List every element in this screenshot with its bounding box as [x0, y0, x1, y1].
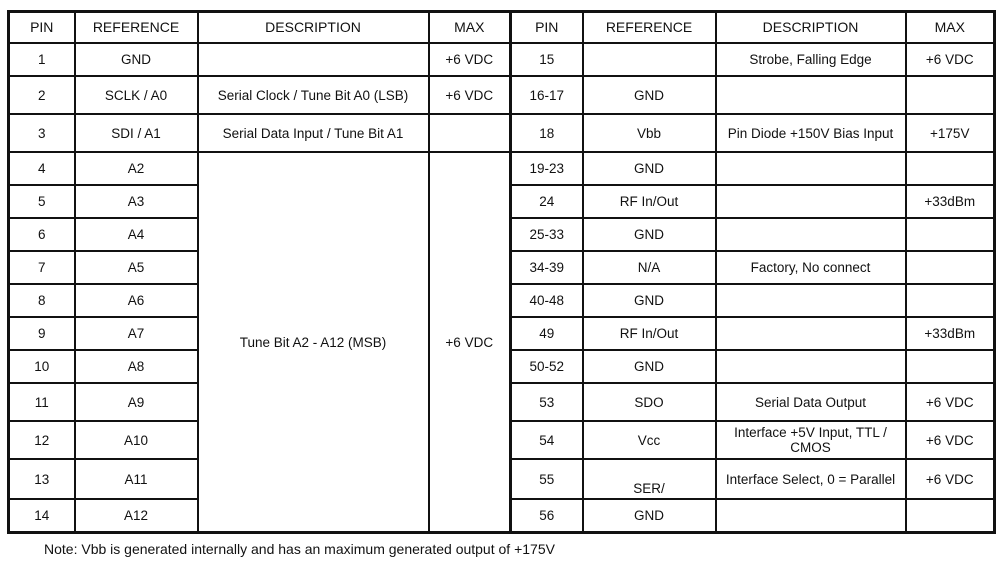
left-reference: A6 — [75, 284, 198, 317]
right-description — [716, 152, 906, 185]
left-pin: 2 — [9, 76, 75, 114]
left-pin: 13 — [9, 459, 75, 499]
left-reference: SDI / A1 — [75, 114, 198, 152]
right-reference: GND — [583, 218, 716, 251]
header-row — [9, 12, 995, 44]
right-reference: RF In/Out — [583, 185, 716, 218]
left-description: Serial Data Input / Tune Bit A1 — [198, 114, 429, 152]
left-reference: A9 — [75, 383, 198, 421]
right-reference: Vbb — [583, 114, 716, 152]
left-pin: 12 — [9, 421, 75, 459]
right-pin: 18 — [511, 114, 583, 152]
right-reference: N/A — [583, 251, 716, 284]
left-description-merged: Tune Bit A2 - A12 (MSB) — [198, 152, 429, 533]
left-pin: 3 — [9, 114, 75, 152]
right-pin: 49 — [511, 317, 583, 350]
table-row — [9, 114, 995, 152]
right-pin: 56 — [511, 499, 583, 533]
left-reference: A8 — [75, 350, 198, 383]
header-reference: REFERENCE — [75, 12, 198, 44]
right-pin: 15 — [511, 43, 583, 76]
left-reference: SCLK / A0 — [75, 76, 198, 114]
left-reference: A7 — [75, 317, 198, 350]
right-description — [716, 350, 906, 383]
left-reference: GND — [75, 43, 198, 76]
right-description — [716, 317, 906, 350]
footnote: Note: Vbb is generated internally and has an maximum generated output of +175V — [44, 541, 555, 557]
right-reference: Vcc — [583, 421, 716, 459]
right-description — [716, 185, 906, 218]
right-max — [906, 152, 995, 185]
right-description — [716, 76, 906, 114]
right-description: Pin Diode +150V Bias Input — [716, 114, 906, 152]
left-pin: 8 — [9, 284, 75, 317]
left-pin: 9 — [9, 317, 75, 350]
left-pin: 11 — [9, 383, 75, 421]
right-description: Serial Data Output — [716, 383, 906, 421]
right-max — [906, 284, 995, 317]
right-description: Interface Select, 0 = Parallel — [716, 459, 906, 499]
header-description: DESCRIPTION — [716, 12, 906, 44]
right-reference — [583, 43, 716, 76]
right-max — [906, 350, 995, 383]
right-max: +33dBm — [906, 317, 995, 350]
left-reference: A5 — [75, 251, 198, 284]
left-pin: 4 — [9, 152, 75, 185]
right-pin: 53 — [511, 383, 583, 421]
right-max: +33dBm — [906, 185, 995, 218]
right-reference: GND — [583, 284, 716, 317]
right-max — [906, 251, 995, 284]
right-max: +175V — [906, 114, 995, 152]
right-description — [716, 218, 906, 251]
right-pin: 34-39 — [511, 251, 583, 284]
right-pin: 19-23 — [511, 152, 583, 185]
right-description: Strobe, Falling Edge — [716, 43, 906, 76]
table-row — [9, 76, 995, 114]
left-reference: A3 — [75, 185, 198, 218]
right-reference: RF In/Out — [583, 317, 716, 350]
right-pin: 55 — [511, 459, 583, 499]
left-reference: A11 — [75, 459, 198, 499]
right-max — [906, 218, 995, 251]
table-row — [9, 152, 995, 185]
table-row — [9, 43, 995, 76]
right-pin: 40-48 — [511, 284, 583, 317]
left-description — [198, 43, 429, 76]
left-pin: 1 — [9, 43, 75, 76]
right-max — [906, 499, 995, 533]
right-reference: GND — [583, 350, 716, 383]
left-reference: A12 — [75, 499, 198, 533]
right-pin: 54 — [511, 421, 583, 459]
left-pin: 5 — [9, 185, 75, 218]
right-reference: GND — [583, 499, 716, 533]
left-max: +6 VDC — [429, 43, 511, 76]
right-reference: SDO — [583, 383, 716, 421]
right-description — [716, 284, 906, 317]
left-reference: A2 — [75, 152, 198, 185]
header-pin: PIN — [9, 12, 75, 44]
left-max-merged: +6 VDC — [429, 152, 511, 533]
right-pin: 16-17 — [511, 76, 583, 114]
left-reference: A4 — [75, 218, 198, 251]
right-reference: SER/ — [583, 459, 716, 499]
right-max: +6 VDC — [906, 43, 995, 76]
right-reference: GND — [583, 152, 716, 185]
left-pin: 10 — [9, 350, 75, 383]
right-max — [906, 76, 995, 114]
right-max: +6 VDC — [906, 421, 995, 459]
left-description: Serial Clock / Tune Bit A0 (LSB) — [198, 76, 429, 114]
right-max: +6 VDC — [906, 459, 995, 499]
header-max: MAX — [906, 12, 995, 44]
header-description: DESCRIPTION — [198, 12, 429, 44]
pinout-table — [7, 10, 996, 534]
right-pin: 50-52 — [511, 350, 583, 383]
left-max: +6 VDC — [429, 76, 511, 114]
header-pin: PIN — [511, 12, 583, 44]
left-pin: 14 — [9, 499, 75, 533]
left-max — [429, 114, 511, 152]
right-pin: 25-33 — [511, 218, 583, 251]
right-max: +6 VDC — [906, 383, 995, 421]
right-reference: GND — [583, 76, 716, 114]
right-pin: 24 — [511, 185, 583, 218]
right-description: Factory, No connect — [716, 251, 906, 284]
right-description — [716, 499, 906, 533]
left-reference: A10 — [75, 421, 198, 459]
right-description: Interface +5V Input, TTL / CMOS — [716, 421, 906, 459]
header-reference: REFERENCE — [583, 12, 716, 44]
header-max: MAX — [429, 12, 511, 44]
left-pin: 7 — [9, 251, 75, 284]
left-pin: 6 — [9, 218, 75, 251]
